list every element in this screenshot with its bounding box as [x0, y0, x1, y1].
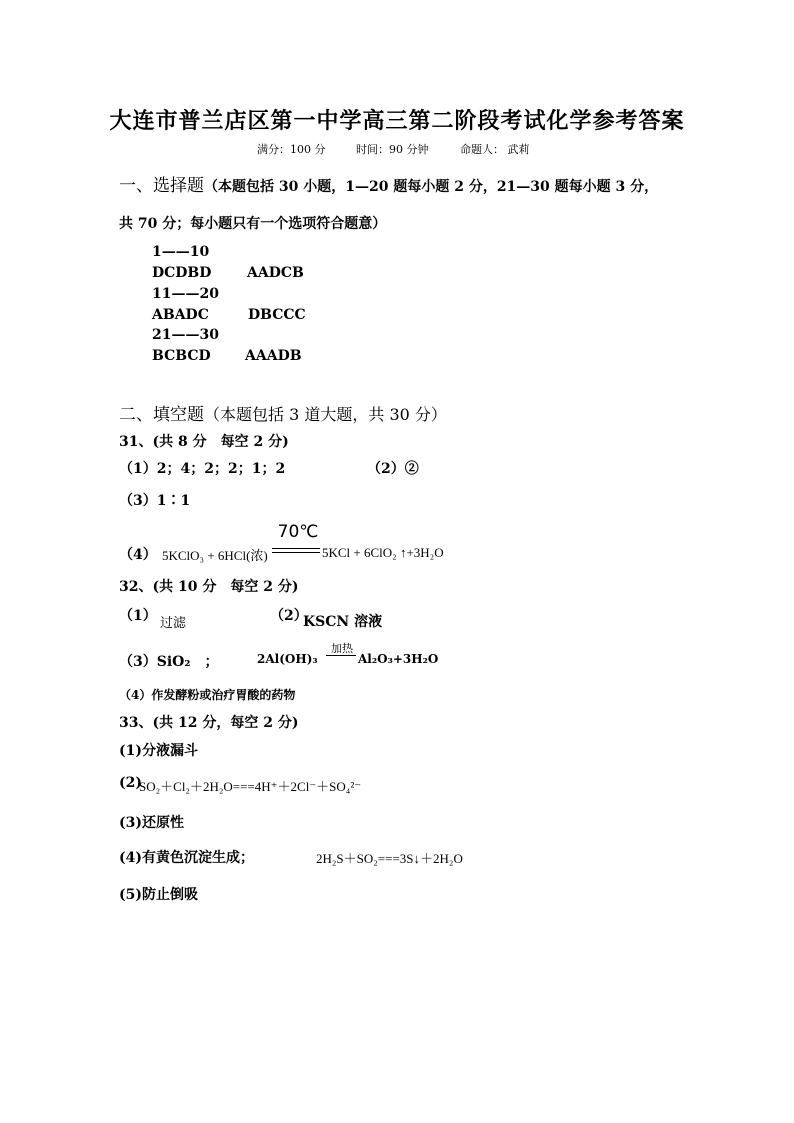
- q32-answer-1-label: （1）: [119, 608, 157, 624]
- range-21-30: 21——30: [152, 327, 219, 343]
- answers-21-25: BCBCD: [152, 348, 211, 364]
- section1-desc-line1: （本题包括 30 小题，1—20 题每小题 2 分，21—30 题每小题 3 分，: [204, 179, 659, 195]
- full-score: 满分：100 分: [257, 143, 326, 156]
- q33-answer-3: (3)还原性: [119, 815, 184, 831]
- q32-header: 32、(共 10 分 每空 2 分): [119, 579, 299, 595]
- q32-answer-3-label: （3）SiO₂ ；: [119, 654, 219, 670]
- q33-answer-5: (5)防止倒吸: [119, 887, 198, 903]
- section1-heading-line: [119, 171, 658, 196]
- answers-16-20: DBCCC: [248, 307, 306, 323]
- q32-equation-left: 2Al(OH)₃: [257, 652, 318, 666]
- answers-26-30: AAADB: [245, 348, 302, 364]
- q33-answer-2-label: (2): [119, 775, 142, 791]
- q33-answer-4-label: (4)有黄色沉淀生成；: [119, 850, 254, 866]
- q31-header: 31、(共 8 分 每空 2 分): [119, 434, 289, 450]
- q32-answer-2: KSCN 溶液: [303, 614, 383, 630]
- section2-desc: （本题包括 3 道大题，共 30 分）: [204, 405, 447, 424]
- q31-condition: 70℃: [277, 522, 319, 542]
- q31-answer-3: （3）1∶1: [119, 493, 191, 509]
- q31-equation-right: 5KCl + 6ClO₂ ↑+3H₂O: [322, 545, 444, 560]
- q33-answer-1: (1)分液漏斗: [119, 743, 198, 759]
- q31-answer-2: （2）②: [367, 461, 419, 477]
- q33-answer-2: SO₂＋Cl₂＋2H₂O===4H⁺＋2Cl⁻＋SO₄²⁻: [139, 779, 362, 794]
- answers-6-10: AADCB: [247, 265, 304, 281]
- range-11-20: 11——20: [152, 286, 219, 302]
- q33-header: 33、(共 12 分，每空 2 分): [119, 715, 299, 731]
- q32-answer-4: （4）作发酵粉或治疗胃酸的药物: [119, 688, 296, 702]
- section1-desc-line2: 共 70 分；每小题只有一个选项符合题意）: [119, 216, 387, 232]
- section2-heading: 二、填空题: [119, 405, 204, 425]
- q31-answer-4-label: （4）: [119, 547, 157, 563]
- answers-11-15: ABADC: [152, 307, 209, 323]
- q32-condition: 加热: [331, 642, 353, 655]
- q32-equation-right: Al₂O₃+3H₂O: [358, 652, 439, 666]
- section1-heading: 一、选择题: [119, 176, 204, 196]
- page-title: 大连市普兰店区第一中学高三第二阶段考试化学参考答案: [109, 108, 685, 134]
- answers-1-5: DCDBD: [152, 265, 212, 281]
- range-1-10: 1——10: [152, 244, 210, 260]
- section2-heading-line: [119, 400, 447, 425]
- q31-reaction-sign: [272, 548, 320, 553]
- q32-reaction-line: [326, 655, 356, 656]
- q32-answer-1: 过滤: [160, 616, 187, 631]
- q31-equation-left: 5KClO₃ + 6HCl(浓): [162, 548, 268, 563]
- q32-answer-2-label: （2）: [270, 608, 308, 624]
- exam-time: 时间：90 分钟: [356, 143, 429, 156]
- q33-answer-4: 2H₂S＋SO₂===3S↓＋2H₂O: [316, 851, 463, 866]
- q31-answer-1: （1）2；4；2；2；1；2: [119, 461, 286, 477]
- author: 命题人： 武莉: [460, 143, 530, 156]
